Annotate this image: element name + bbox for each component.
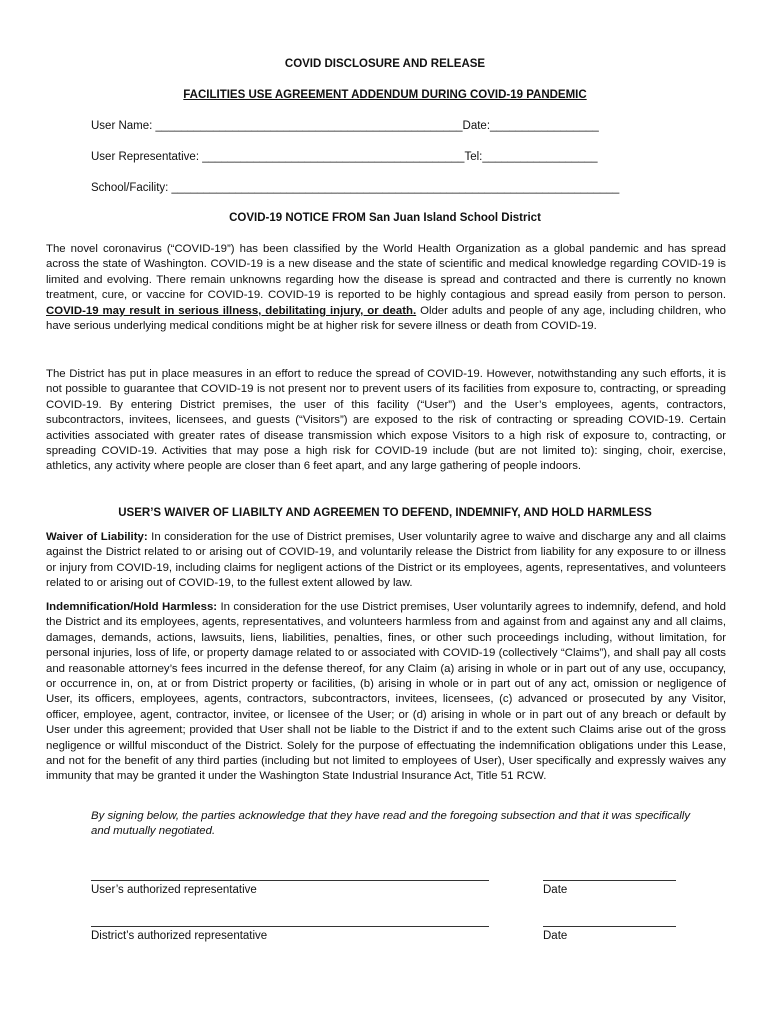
indemnification-label: Indemnification/Hold Harmless: [46,601,218,613]
waiver-paragraph: Waiver of Liability: In consideration for the use of District premises, User voluntarily agree to waive and discharge any and all claims against the District related to or arising out of COVID-19, and voluntarily release the District from liability for any exposure to or illness or injury from COVID-19, including claims for negligent actions of the District or its employees, agents, representatives, and volunteers related to or arising out of COVID-19, to the fullest extent allowed by law. [46,531,727,590]
district-date-label: Date [543,930,568,942]
notice-paragraph-1: The novel coronavirus (“COVID-19”) has been classified by the World Health Organization as a global pandemic and has spread across the state of Washington. COVID-19 is a new disease and the state of scientific and medical knowledge regarding COVID-19 is limited and evolving. There remain unknowns regarding how the disease is spread and contracted and there is currently no known treatment, cure, or vaccine for COVID-19. COVID-19 is reported to be highly contagious and spread easily from person to person. COVID-19 may result in serious illness, debilitating injury, or death. Older adults and people of any age, including children, who have serious underlying medical conditions might be at higher risk for severe illness or death from COVID-19. [46,243,726,333]
user-date-label: Date [543,884,568,896]
district-signature-line[interactable] [91,926,489,927]
notice-paragraph-2: The District has put in place measures in an effort to reduce the spread of COVID-19. However, notwithstanding any such efforts, it is not possible to guarantee that COVID-19 is not present nor to prevent users of its facilities from exposure to, contracting, or spreading COVID-19. By entering District premises, the user of this facility (“User”) and the User’s employees, agents, contractors, subcontractors, invitees, licensees, and guests (“Visitors”) are exposed to the risk of contracting or spreading COVID-19. Certain activities associated with greater rates of disease transmission which expose Visitors to a high risk of exposure to, contracting, or spreading COVID-19. Activities that may pose a high risk for COVID-19 include (but are not limited to): singing, choir, exercise, athletics, any activity where people are closer than 6 feet apart, and any large gathering of people indoors. [46,368,726,473]
acknowledgement-text: By signing below, the parties acknowledge that they have read and the foregoing subsection and that it was specifically and mutually negotiated. [91,810,691,838]
user-signature-label: User’s authorized representative [91,884,257,896]
indemnification-paragraph: Indemnification/Hold Harmless: In consideration for the use District premises, User voluntarily agrees to indemnify, defend, and hold the District and its employees, agents, representatives, and volunteers harmless from and against from and against any and all claims, damages, demands, actions, lawsuits, liens, liabilities, penalties, fines, or other such proceedings including, without limitation, for personal injuries, loss of life, or property damage related to or associated with COVID-19 (collectively “Claims”), and shall pay all costs and reasonable attorney’s fees incurred in the defense thereof, for any Claim (a) arising in whole or in part out of any use, occupancy, or occurrence in, on, at or from District property or facilities, (b) arising in whole or in part out of any act, omission or negligence of User, its officers, employees, agents, contractors, subcontractors, invitees, licensees, (c) advanced or prosecuted by any Visitor, officer, employee, agent, contractor, invitee, or licensee of the User; or (d) arising in whole or in part out of any breach or default by User under this agreement; provided that User shall not be liable to the District if and to the extent such Claims arise out of the gross negligence or willful misconduct of the District. Solely for the purpose of effectuating the indemnification obligations under this Lease, and not for the benefit of any third parties (including but not limited to employees of User), User specifically and expressly waives any immunity that may be granted it under the Washington State Industrial Insurance Act, Title 51 RCW. [46,601,726,783]
user-name-field[interactable]: User Name: ________________________________________________Date:_________________ [91,120,599,132]
district-date-line[interactable] [543,926,676,927]
waiver-label: Waiver of Liability: [46,531,148,543]
user-signature-line[interactable] [91,880,489,881]
document-title: COVID DISCLOSURE AND RELEASE [284,58,486,70]
user-representative-field[interactable]: User Representative: _________________________________________Tel:__________________ [91,151,598,163]
school-facility-field[interactable]: School/Facility: ______________________________________________________________________ [91,182,620,194]
waiver-heading: USER’S WAIVER OF LIABILTY AND AGREEMEN TO DEFEND, INDEMNIFY, AND HOLD HARMLESS [118,507,652,519]
document-subtitle: FACILITIES USE AGREEMENT ADDENDUM DURING COVID-19 PANDEMIC [183,89,587,101]
notice-heading: COVID-19 NOTICE FROM San Juan Island School District [229,212,541,224]
district-signature-label: District’s authorized representative [91,930,268,942]
notice-warning: COVID-19 may result in serious illness, debilitating injury, or death. [46,304,417,317]
user-date-line[interactable] [543,880,676,881]
